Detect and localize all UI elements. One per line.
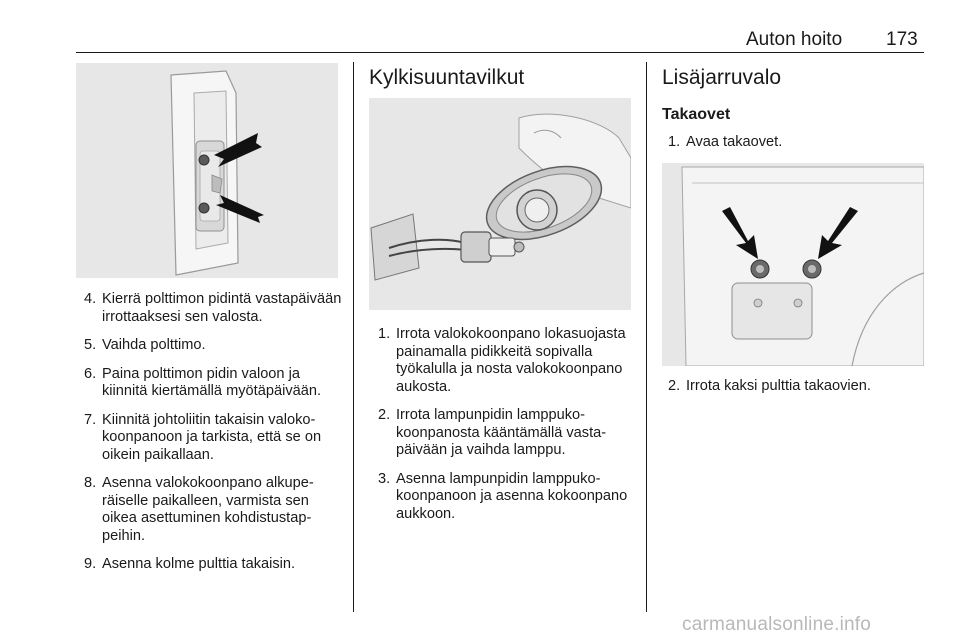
page-number: 173 [886, 29, 918, 50]
list-item [378, 407, 634, 460]
list-item [84, 556, 342, 574]
step-text: Kiinnitä johtoliitin takaisin valokokoonpanoon ja tarkista, että se on oikein paikallaan. [102, 411, 322, 463]
step-text: Irrota kaksi pulttia takaovien. [686, 378, 871, 394]
step-number: 4. [84, 291, 97, 307]
list-item [84, 291, 342, 326]
list-item [84, 412, 342, 465]
page-header-title: Auton hoito [746, 29, 843, 50]
step-number: 1. [378, 326, 391, 342]
step-text: Avaa takaovet. [686, 134, 783, 150]
step-number: 2. [378, 407, 391, 423]
step-text: Kierrä polttimon pidintä vastapäivään irrottaaksesi sen valosta. [102, 291, 342, 325]
step-number: 5. [84, 337, 97, 353]
step-number: 9. [84, 556, 97, 572]
step-number: 7. [84, 411, 97, 428]
list-item [84, 337, 342, 355]
list-item [668, 378, 924, 396]
side-indicator-illustration [369, 98, 631, 310]
list-item [84, 475, 342, 545]
tail-light-illustration [76, 63, 338, 278]
step-text: Vaihda polttimo. [102, 337, 206, 353]
step-text: Irrota valokokoonpano lokasuojasta painamalla pidikkeitä sopivalla työkalulla ja nosta valokokoonpano aukosta. [396, 326, 626, 395]
brake-light-illustration [662, 163, 924, 366]
subsection-title-rear-doors: Takaovet [662, 106, 731, 123]
column-divider-left [353, 62, 354, 612]
step-text: Paina polttimon pidin valoon ja kiinnitä kiertämällä myötäpäivään. [102, 365, 322, 399]
right-steps-list-bottom [668, 378, 924, 407]
step-text: Asenna lampunpidin lamppukokoonpanoon ja asenna kokoonpano aukkoon. [396, 470, 628, 522]
watermark: carmanualsonline.info [682, 614, 872, 635]
step-text: Irrota lampunpidin lamppukokoonpanosta kääntämällä vastapäivään ja vaihda lamppu. [396, 407, 607, 458]
list-item [84, 366, 342, 401]
section-title-side-indicators: Kylkisuuntavilkut [369, 66, 525, 89]
list-item [378, 471, 634, 524]
step-number: 6. [84, 365, 97, 382]
step-number: 2. [668, 378, 681, 394]
step-text: Asenna kolme pulttia takaisin. [102, 556, 296, 572]
step-number: 1. [668, 134, 681, 150]
header-rule [76, 52, 924, 53]
column-divider-right [646, 62, 647, 612]
list-item [378, 326, 634, 396]
step-text: Asenna valokokoonpano alkuperäiselle paikalleen, varmista sen oikea asettuminen kohdistustappeihin. [102, 475, 314, 544]
list-item [668, 134, 924, 152]
section-title-brake-light: Lisäjarruvalo [662, 66, 782, 89]
step-number: 8. [84, 475, 97, 491]
step-number: 3. [378, 470, 391, 487]
right-steps-list-top [668, 134, 924, 163]
left-steps-list [84, 291, 342, 585]
middle-steps-list [378, 326, 634, 534]
